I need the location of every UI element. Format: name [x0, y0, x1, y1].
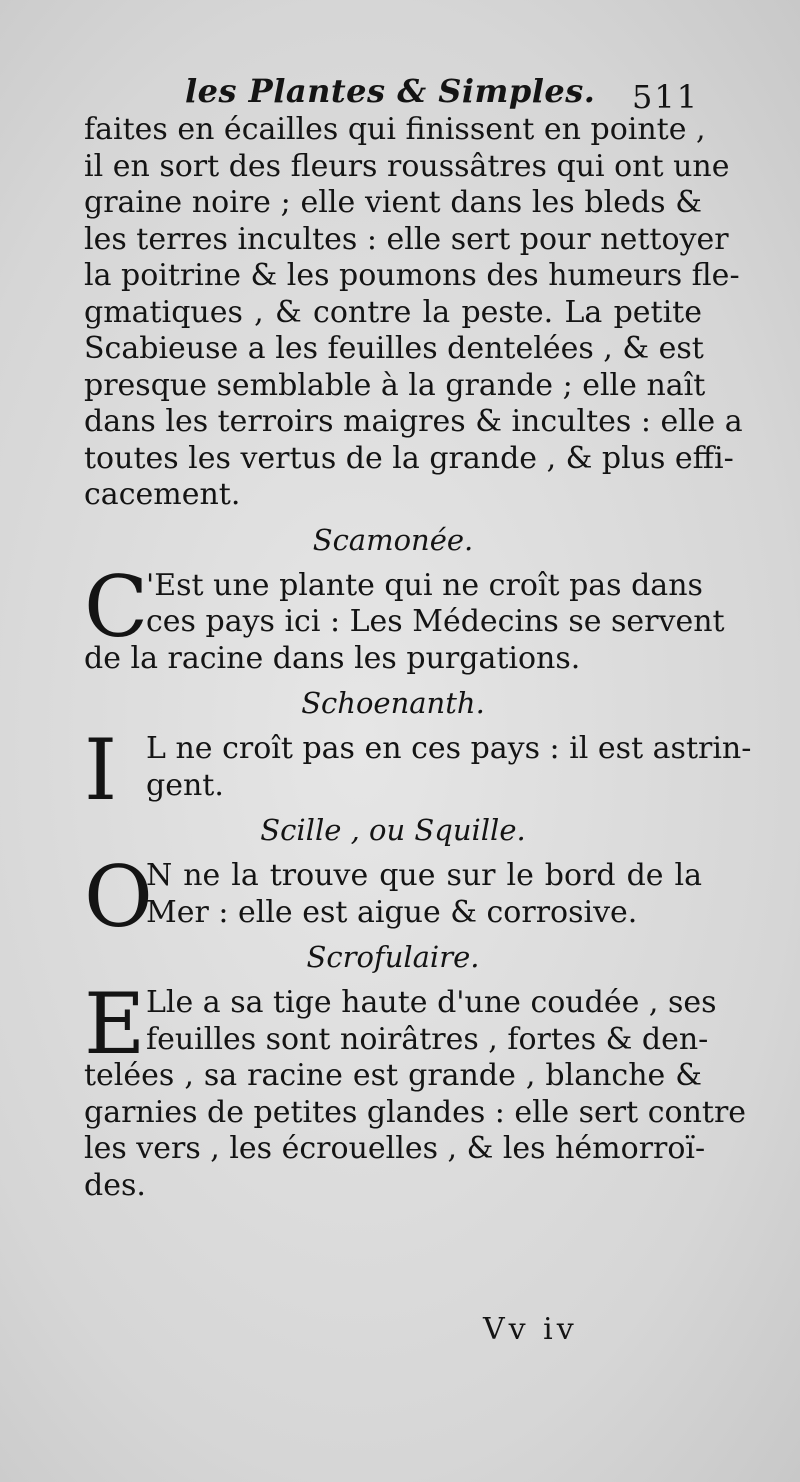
page-text — [84, 112, 752, 1204]
text-line: feuilles sont noirâtres , fortes & den- — [146, 1021, 709, 1057]
text-line: L ne croît pas en ces pays : il est astrin- — [146, 731, 752, 766]
entry-paragraph — [84, 721, 752, 819]
text-line: il en sort des fleurs roussâtres qui ont une — [84, 148, 730, 184]
text-line: faites en écailles qui finissent en pointe , — [84, 112, 706, 147]
text-line: presque semblable à la grande ; elle naît — [84, 367, 706, 403]
text-line: gmatiques , & contre la peste. La petite — [84, 294, 702, 330]
text-line: telées , sa racine est grande , blanche & — [84, 1058, 702, 1093]
text-line: des. — [84, 1167, 146, 1203]
text-line: Lle a sa tige haute d'une coudée , ses — [146, 985, 717, 1020]
page-number: 511 — [632, 78, 700, 116]
text-line: toutes les vertus de la grande , & plus effi- — [84, 440, 734, 476]
entry-heading: Scamonée. — [312, 522, 474, 557]
text-line: cacement. — [84, 477, 241, 512]
entry-paragraph — [84, 557, 725, 678]
text-line: garnies de petites glandes : elle sert contre — [84, 1094, 747, 1130]
text-line: N ne la trouve que sur le bord de la — [146, 858, 702, 893]
text-line: ces pays ici : Les Médecins se servent — [146, 604, 725, 639]
intro-paragraph — [84, 112, 743, 514]
text-line: les terres incultes : elle sert pour nettoyer — [84, 221, 729, 257]
text-line: Scabieuse a les feuilles dentelées , & est — [84, 331, 704, 366]
text-line: dans les terroirs maigres & incultes : elle a — [84, 404, 743, 439]
text-line: la poitrine & les poumons des humeurs fle- — [84, 258, 740, 293]
entry-paragraph — [84, 975, 747, 1204]
text-line: gent. — [146, 767, 224, 803]
text-line: 'Est une plante qui ne croît pas dans — [146, 567, 703, 603]
drop-cap: C — [84, 557, 149, 656]
entry-heading: Scille , ou Squille. — [260, 813, 526, 847]
text-line: Mer : elle est aigue & corrosive. — [146, 894, 638, 930]
entry-heading: Scrofulaire. — [306, 940, 480, 974]
entry-paragraph — [84, 848, 702, 946]
text-line: graine noire ; elle vient dans les bleds & — [84, 185, 702, 220]
text-line: de la racine dans les purgations. — [84, 640, 581, 676]
running-head: les Plantes & Simples. — [185, 72, 596, 110]
drop-cap: E — [84, 975, 146, 1073]
entry-heading: Schoenanth. — [301, 686, 485, 720]
drop-cap: O — [84, 848, 153, 946]
text-line: les vers , les écrouelles , & les hémorroï- — [84, 1131, 706, 1166]
drop-cap: I — [84, 721, 118, 819]
signature-mark: Vv iv — [483, 1312, 578, 1347]
